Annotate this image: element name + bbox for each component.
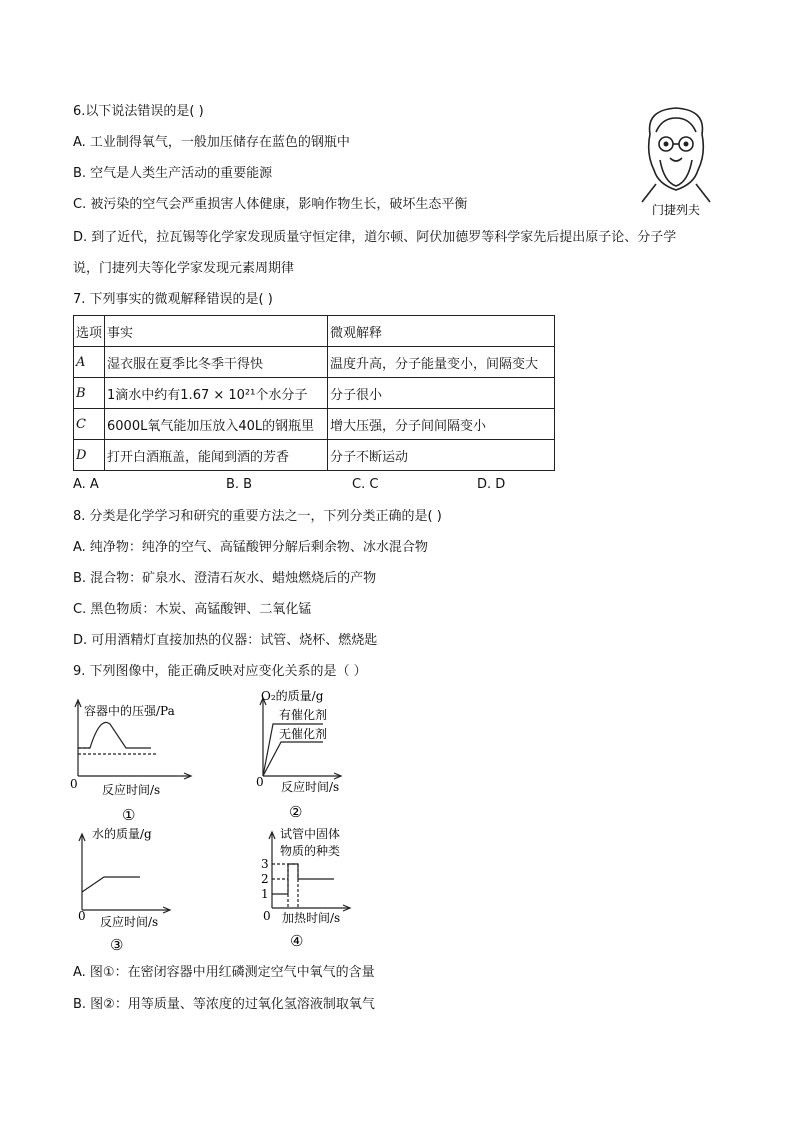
- graph4-ylabel-2: 物质的种类: [280, 844, 341, 858]
- graph4-tick-2: 2: [261, 872, 269, 886]
- q7-stem: 7. 下列事实的微观解释错误的是( ): [73, 292, 273, 307]
- graph1-number: ①: [122, 806, 136, 824]
- header-fact: 事实: [105, 316, 328, 347]
- q6-option-a: A. 工业制得氧气，一般加压储存在蓝色的钢瓶中: [73, 135, 350, 150]
- mendeleev-portrait: [636, 104, 716, 219]
- row-fact: 1滴水中约有1.67 × 10²¹个水分子: [105, 378, 328, 409]
- graph4-origin: 0: [263, 909, 271, 923]
- q6-option-d: D. 到了近代，拉瓦锡等化学家发现质量守恒定律，道尔顿、阿伏加德罗等科学家先后提出原子论、分子学: [73, 230, 677, 245]
- table-header-row: [74, 316, 555, 347]
- q9-option-a: A. 图①：在密闭容器中用红磷测定空气中氧气的含量: [73, 965, 375, 980]
- graph-4: [258, 824, 368, 959]
- row-explanation: 增大压强，分子间间隔变小: [328, 409, 555, 440]
- row-option: C: [74, 409, 105, 440]
- table-row: [74, 347, 555, 378]
- table-row: [74, 409, 555, 440]
- row-explanation: 分子很小: [328, 378, 555, 409]
- row-fact: 打开白酒瓶盖，能闻到酒的芳香: [105, 440, 328, 471]
- graph2-number: ②: [289, 803, 303, 821]
- graph-3: [70, 822, 190, 957]
- q8-option-d: D. 可用酒精灯直接加热的仪器：试管、烧杯、燃烧匙: [73, 633, 378, 648]
- row-option: D: [74, 440, 105, 471]
- q8-option-b: B. 混合物：矿泉水、澄清石灰水、蜡烛燃烧后的产物: [73, 571, 377, 586]
- row-fact: 6000L氧气能加压放入40L的钢瓶里: [105, 409, 328, 440]
- graph3-xlabel: 反应时间/s: [100, 915, 159, 929]
- q6-option-c: C. 被污染的空气会严重损害人体健康，影响作物生长，破坏生态平衡: [73, 197, 468, 212]
- graph1-xlabel: 反应时间/s: [102, 783, 161, 797]
- graph4-tick-3: 3: [261, 857, 269, 871]
- q8-stem: 8. 分类是化学学习和研究的重要方法之一，下列分类正确的是( ): [73, 509, 442, 524]
- graph2-curve1: 有催化剂: [279, 708, 328, 722]
- graph3-ylabel: 水的质量/g: [92, 827, 152, 841]
- portrait-caption: 门捷列夫: [651, 203, 701, 217]
- q6-option-b: B. 空气是人类生产活动的重要能源: [73, 166, 273, 181]
- graph3-number: ③: [110, 936, 124, 954]
- graph4-xlabel: 加热时间/s: [282, 911, 341, 925]
- row-explanation: 温度升高，分子能量变小，间隔变大: [328, 347, 555, 378]
- q9-option-b: B. 图②：用等质量、等浓度的过氧化氢溶液制取氧气: [73, 997, 375, 1012]
- q7-choice-b: B. B: [226, 477, 253, 492]
- graph-1: [66, 690, 216, 825]
- graph-2: [253, 686, 373, 826]
- graph3-origin: 0: [78, 909, 86, 923]
- row-option: B: [74, 378, 105, 409]
- row-explanation: 分子不断运动: [328, 440, 555, 471]
- q8-option-c: C. 黑色物质：木炭、高锰酸钾、二氧化锰: [73, 602, 312, 617]
- q7-table: [73, 315, 555, 471]
- graph1-origin: 0: [70, 777, 78, 791]
- graph4-number: ④: [290, 932, 304, 950]
- q6-option-d-cont: 说，门捷列夫等化学家发现元素周期律: [73, 261, 295, 276]
- q6-stem: 6.以下说法错误的是( ): [73, 104, 204, 119]
- graph1-ylabel: 容器中的压强/Pa: [84, 704, 175, 718]
- q9-stem: 9. 下列图像中，能正确反映对应变化关系的是（ ）: [73, 664, 367, 679]
- graph2-curve2: 无催化剂: [279, 727, 328, 741]
- table-row: [74, 440, 555, 471]
- q7-choice-d: D. D: [477, 477, 506, 492]
- row-option: A: [74, 347, 105, 378]
- q7-choice-a: A. A: [73, 477, 99, 492]
- table-row: [74, 378, 555, 409]
- graph2-xlabel: 反应时间/s: [281, 780, 340, 794]
- row-fact: 湿衣服在夏季比冬季干得快: [105, 347, 328, 378]
- header-explanation: 微观解释: [328, 316, 555, 347]
- header-option: 选项: [74, 316, 105, 347]
- q8-option-a: A. 纯净物：纯净的空气、高锰酸钾分解后剩余物、冰水混合物: [73, 540, 428, 555]
- graph2-ylabel: O₂的质量/g: [261, 689, 324, 703]
- graph4-ylabel-1: 试管中固体: [280, 827, 341, 841]
- graph2-origin: 0: [256, 775, 264, 789]
- graph4-tick-1: 1: [261, 887, 269, 901]
- q7-choice-c: C. C: [352, 477, 379, 492]
